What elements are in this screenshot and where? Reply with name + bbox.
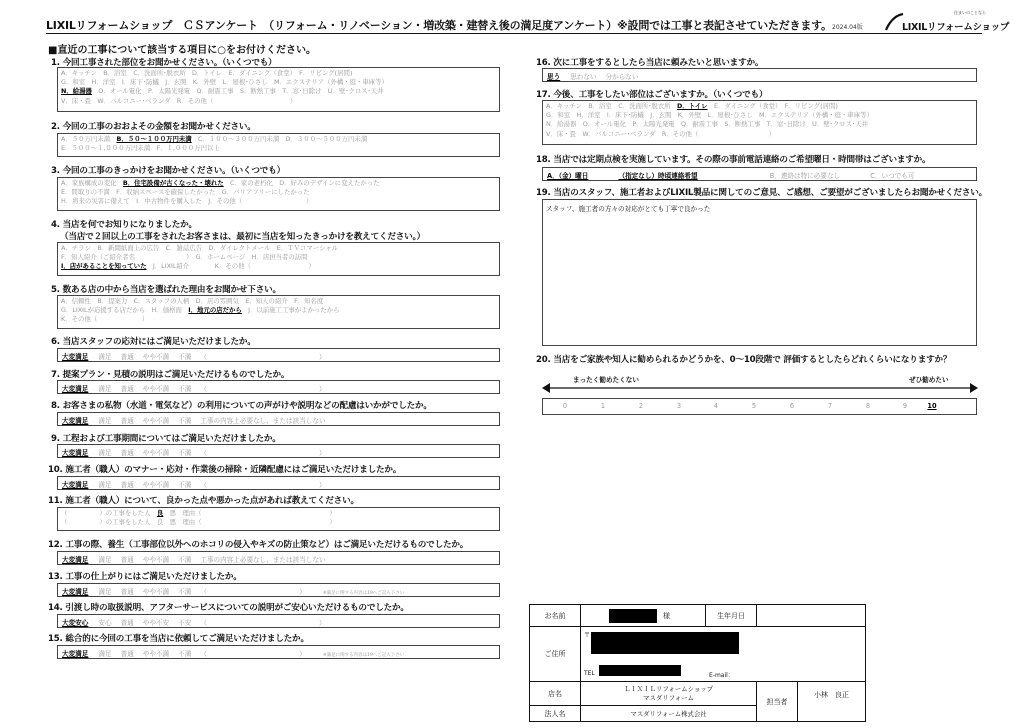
q20-score: 7 (827, 402, 833, 410)
q18-option-b: B．連絡は特に必要なし (769, 172, 841, 180)
q10-option: 普通 (120, 481, 134, 489)
q13-note: ※満足に関する内容は19へご記入下さい (322, 591, 405, 596)
q14-option: 普通 (120, 619, 134, 627)
customer-info-table (529, 604, 866, 722)
q3-title: 3. 今回の工事のきっかけをお聞かせください。（いくつでも） (51, 166, 285, 176)
q17-line (546, 120, 973, 129)
q5-options (57, 295, 500, 329)
q18-title: 18. 当店では定期点検を実施しています。その際の事前電話連絡のご希望曜日・時間帯はございますか。 (536, 155, 931, 165)
q8-option: 不満 (178, 417, 192, 425)
q20-score: 3 (676, 402, 682, 410)
q19-comment-box (542, 199, 977, 346)
q20-score: 4 (713, 402, 719, 410)
q1-selected-option: N．給湯器 (61, 87, 92, 96)
q1-line (61, 87, 496, 96)
q15-option: 満足 (98, 650, 112, 658)
q18-options (542, 167, 977, 181)
q15-note: ※満足に関する内容は19へご記入下さい (322, 653, 405, 658)
q8-option: やや不満 (142, 417, 170, 425)
q6-option: （ ） (200, 353, 326, 361)
q17-line (546, 102, 973, 111)
q2-option-text: C．１００～３００万円未満 D．３００～５００万円未満 (191, 135, 368, 143)
q17-option-text: A．キッチン B．浴室 C．洗面所･脱衣所 (546, 102, 677, 110)
q4-option-text: F．知人紹介（ご紹介者名 ） G．ホームページ H．店担当者の訪問 (61, 253, 308, 262)
q20-score: 6 (789, 402, 795, 410)
q10-rating (57, 476, 500, 490)
q1-line (61, 97, 496, 106)
q7-option: 普通 (120, 385, 134, 393)
q20-left-label: まったく勧めたくない (573, 376, 639, 384)
q5-option-text: G．LIXILが応援する店だから H．価格面 (61, 306, 189, 315)
q7-option: （ ） (200, 385, 326, 393)
q15-title: 15. 総合的に今回の工事を当店に依頼してご満足いただけましたか。 (48, 634, 309, 644)
corp-label: 法人名 (530, 706, 581, 722)
q9-title: 9. 工程および工事期間についてはご満足いただけましたか。 (51, 434, 281, 444)
q20-right-label: ぜひ勧めたい (909, 376, 949, 384)
q2-option-text: A．５０万円未満 (61, 135, 117, 143)
q20-score: 1 (600, 402, 606, 410)
q2-selected-option: B．５０～１００万円未満 (116, 135, 192, 143)
q13-selected-option: 大変満足 (62, 588, 89, 596)
q3-option-text: H．将来の災害に備えて I．中古物件を購入した J．その他（ ） (61, 197, 313, 206)
q19-title: 19. 当店のスタッフ、施工者およびLIXIL製品に関してのご意見、ご感想、ご要望がございましたらお聞かせください。 (536, 188, 987, 198)
q13-title: 13. 工事の仕上がりにはご満足いただけましたか。 (48, 572, 242, 582)
name-honorific: 様 (663, 612, 670, 620)
q16-option: 思わない (570, 73, 597, 81)
q14-selected-option: 大変安心 (62, 619, 89, 627)
q16-title: 16. 次に工事をするとしたら当店に頼みたいと思いますか。 (536, 58, 764, 68)
q2-options (57, 133, 500, 157)
q12-option: 普通 (120, 556, 134, 564)
q7-title: 7. 提案プラン・見積の説明はご満足いただけるものでしたか。 (51, 370, 290, 380)
q6-option: 満足 (98, 353, 112, 361)
q17-option-text: N．給湯器 O．オール電化 P．太陽光発電 Q．耐震工事 S．断熱工事 T．窓･日除け U．壁･クロス･天井 (546, 120, 868, 129)
name-label: お名前 (530, 605, 581, 627)
q1-title: 1. 今回工事された部位をお聞かせください。（いくつでも） (51, 58, 277, 68)
store-name-2: マスダリフォーム (643, 693, 694, 702)
q3-option-text: C．家の老朽化 D．好みのデザインに変えたかった (223, 179, 380, 187)
q1-option-text: G．和室 H．洋室 I．床下･防蟻 J．玄関 K．外壁 L．屋根･ひさし M．エクステリア（外構・庭・車庫等） (61, 78, 388, 87)
q17-title: 17. 今後、工事をしたい部位はございますか。（いくつでも） (536, 90, 768, 100)
q13-option: （ ） (200, 588, 306, 596)
q10-option: やや不満 (142, 481, 170, 489)
q1-line (61, 69, 496, 78)
q20-score: 9 (902, 402, 908, 410)
q3-option-text: A．家族構成の変化 (61, 179, 123, 187)
q7-option: やや不満 (142, 385, 170, 393)
store-label: 店名 (530, 682, 581, 706)
q15-rating (57, 645, 500, 659)
q10-title: 10. 施工者（職人）のマナー・応対・作業後の掃除・近隣配慮にはご満足いただけましたか。 (48, 465, 402, 475)
q12-option: 不満 (178, 556, 192, 564)
q6-option: やや不満 (142, 353, 170, 361)
staff-label: 担当者 (757, 682, 798, 722)
q7-rating (57, 380, 500, 394)
email-label: E-mail： (709, 672, 734, 679)
q2-title: 2. 今回の工事のおおよその金額をお聞かせください。 (51, 122, 256, 132)
q17-option-text: V．床・畳 W．バルコニー･ベランダ R．その他（ ） (546, 129, 775, 138)
q5-selected-option: I．地元の店だから (188, 306, 242, 315)
q11-options (57, 507, 500, 531)
q20-scale-arrow (542, 382, 978, 394)
redacted-name (609, 609, 657, 623)
q4-option-text: J．LIXIL紹介 K．その他（ ） (146, 262, 315, 271)
q4-line (61, 244, 496, 253)
q20-selected-score: 10 (927, 402, 937, 410)
q17-option-text: E．ダイニング（食堂） F．リビング(居間) (707, 102, 838, 110)
q5-title: 5. 数ある店の中から当店を選ばれた理由をお聞かせ下さい。 (51, 285, 281, 295)
q4-option-text: A．チラシ B．新聞紙面上の広告 C．雑誌広告 D．ダイレクトメール E．ＴＶコマーシャル (61, 244, 339, 252)
q4-subtitle: （当店で２回以上の工事をされたお客さまは、最初に当店を知ったきっかけを教えてください。） (60, 232, 426, 242)
q8-option: 満足 (98, 417, 112, 425)
q5-option-text: J．以前施工工事がよかったから (241, 306, 340, 315)
q7-option: 満足 (98, 385, 112, 393)
q3-selected-option: B．住宅設備が古くなった・壊れた (122, 179, 224, 187)
q9-option: やや不満 (142, 449, 170, 457)
q11-row1-post: 悪 理由（ ） (163, 509, 336, 517)
q5-option-text: A．信頼性 B．提案力 C．スタッフの人柄 D．店の雰囲気 E．知人の紹介 F．知名度 (61, 297, 324, 305)
q19-comment: スタッフ、施工者の方々の対応がとても丁寧で良かった (546, 205, 711, 213)
section-title: ■直近の工事について該当する項目に○をお付けください。 (48, 45, 316, 56)
q10-option: 不満 (178, 481, 192, 489)
q14-rating (57, 614, 500, 628)
q2-line (61, 144, 496, 153)
q15-option: やや不満 (142, 650, 170, 658)
q7-option: 不満 (178, 385, 192, 393)
q12-option: 満足 (98, 556, 112, 564)
q13-option: やや不満 (142, 588, 170, 596)
q6-rating (57, 348, 500, 362)
q12-rating (57, 551, 500, 565)
store-name-1: ＬＩＸＩＬリフォームショップ (623, 684, 714, 693)
dob-label: 生年月日 (706, 605, 757, 627)
q12-option: 工事の内容上必要なし、または該当しない (200, 556, 326, 564)
corp-name: マスダリフォーム株式会社 (581, 706, 757, 722)
q16-selected-option: 思う (547, 73, 561, 81)
staff-name: 小林 良正 (798, 682, 866, 722)
q9-selected-option: 大変満足 (62, 449, 89, 457)
q5-line (61, 315, 496, 324)
q14-option: やや不安 (142, 619, 170, 627)
q20-title: 20. 当店をご家族や知人に勧められるかどうかを、0～10段階で 評価するとしたらどれくらいになりますか？ (536, 355, 952, 365)
version-label: 2024.04版 (832, 24, 863, 31)
q3-options (57, 177, 500, 211)
q8-selected-option: 大変満足 (62, 417, 89, 425)
q9-option: 不満 (178, 449, 192, 457)
logo-text: LIXILリフォームショップ (902, 22, 1010, 33)
q8-rating (57, 412, 500, 426)
q3-line (61, 179, 496, 188)
q3-option-text: E．間取りの不満 F．収納スペースを確保したかった G．バリアフリーにしたかった (61, 188, 310, 197)
q9-option: （ ） (200, 449, 326, 457)
name-cell (581, 605, 706, 627)
lixil-logo (884, 10, 1010, 34)
q9-rating (57, 444, 500, 458)
q1-option-text: A．キッチン B．浴室 C．洗面所･脱衣所 D．トイレ E．ダイニング（食堂） F．リビング(居間) (61, 69, 353, 77)
survey-title: LIXILリフォームショップ ＣＳアンケート （リフォーム・リノベーション・増改築・建替え後の満足度アンケート）※設問では工事と表記させていただきます。 (46, 19, 832, 32)
q10-option: 満足 (98, 481, 112, 489)
dob-value (757, 605, 866, 627)
redacted-address (591, 632, 739, 654)
q14-title: 14. 引渡し時の取扱説明、アフターサービスについての説明がご安心いただけるものでしたか。 (48, 603, 409, 613)
q13-option: 満足 (98, 588, 112, 596)
address-cell (581, 627, 866, 682)
q5-option-text: K．その他（ ） (61, 315, 149, 324)
q17-selected-option: D．トイレ (677, 102, 708, 110)
q18-day: A．（金）曜日 (547, 172, 589, 180)
q2-line (61, 135, 496, 144)
q13-rating (57, 583, 500, 597)
q1-option-text: O．オール電化 P．太陽光発電 Q．耐震工事 S．断熱工事 T．窓･日除け U．壁･クロス･天井 (91, 87, 384, 96)
q2-option-text: E．５００～１,０００万円未満 F．１,０００万円以上 (61, 144, 220, 153)
q12-selected-option: 大変満足 (62, 556, 89, 564)
q18-option-c: C．いつでも可 (870, 172, 915, 180)
q15-option: 普通 (120, 650, 134, 658)
q11-row1-pre: （ ）の工事をした人 (61, 509, 157, 517)
q9-option: 普通 (120, 449, 134, 457)
q17-line (546, 130, 973, 139)
q12-title: 12. 工事の際、養生（工事部位以外へのホコリの侵入やキズの防止策など）はご満足いただけるものでしたか。 (48, 540, 469, 550)
q3-line (61, 197, 496, 206)
q10-selected-option: 大変満足 (62, 481, 89, 489)
q14-option: （ ） (200, 619, 326, 627)
q16-option: 分からない (605, 73, 639, 81)
store-name-cell (581, 682, 757, 706)
q10-option: （ ） (200, 481, 326, 489)
q20-scale (542, 398, 977, 415)
q17-options (542, 100, 977, 145)
q11-title: 11. 施工者（職人）について、良かった点や悪かった点があれば教えてください。 (48, 496, 359, 506)
q8-option: 工事の内容上必要なし、または該当しない (200, 417, 326, 425)
q15-selected-option: 大変満足 (62, 650, 89, 658)
header-divider (46, 33, 982, 34)
redacted-tel (599, 665, 681, 676)
q17-option-text: G．和室 H．洋室 I．床下･防蟻 J．玄関 K．外壁 L．屋根･ひさし M．エクステリア（外構・庭・車庫等） (546, 111, 873, 120)
q11-row2: （ ）の工事をした人 良 悪 理由（ ） (61, 518, 336, 527)
q20-score: 2 (638, 402, 644, 410)
q8-title: 8. お客さまの私物（水道・電気など）の利用についての声がけや説明などの配慮はいかがでしたか。 (51, 401, 432, 411)
q8-option: 普通 (120, 417, 134, 425)
q1-option-text: V．床・畳 W．バルコニー･ベランダ R．その他（ ） (61, 96, 297, 105)
q13-option: 普通 (120, 588, 134, 596)
q4-title: 4. 当店を何でお知りになりましたか。 (51, 220, 197, 230)
q20-score: 0 (562, 402, 568, 410)
q14-option: 不安 (178, 619, 192, 627)
q15-option: 不満 (178, 650, 192, 658)
q6-option: 不満 (178, 353, 192, 361)
q4-line (61, 262, 496, 271)
postal-mark: 〒 (584, 632, 591, 639)
q6-title: 6. 当店スタッフの応対にはご満足いただけましたか。 (51, 337, 256, 347)
address-label: ご住所 (530, 627, 581, 682)
q9-option: 満足 (98, 449, 112, 457)
q12-option: やや不満 (142, 556, 170, 564)
q4-selected-option: I．店があることを知っていた (61, 262, 147, 271)
q16-rating (542, 68, 977, 82)
q11-row1-selected: 良 (156, 509, 164, 517)
logo-swoosh-icon (884, 12, 904, 32)
q18-time: （指定なし）時頃連絡希望 (618, 172, 698, 180)
q6-selected-option: 大変満足 (62, 353, 89, 361)
q20-score: 5 (751, 402, 757, 410)
q5-line (61, 297, 496, 306)
logo-tagline: 住まいのことなら (954, 10, 986, 15)
q6-option: 普通 (120, 353, 134, 361)
q4-options (57, 242, 500, 276)
q7-selected-option: 大変満足 (62, 385, 89, 393)
q13-option: 不満 (178, 588, 192, 596)
tel-label: TEL (584, 670, 595, 677)
q15-option: （ ） (200, 650, 306, 658)
q20-score: 8 (865, 402, 871, 410)
q14-option: 安心 (98, 619, 112, 627)
q1-options (57, 67, 500, 112)
